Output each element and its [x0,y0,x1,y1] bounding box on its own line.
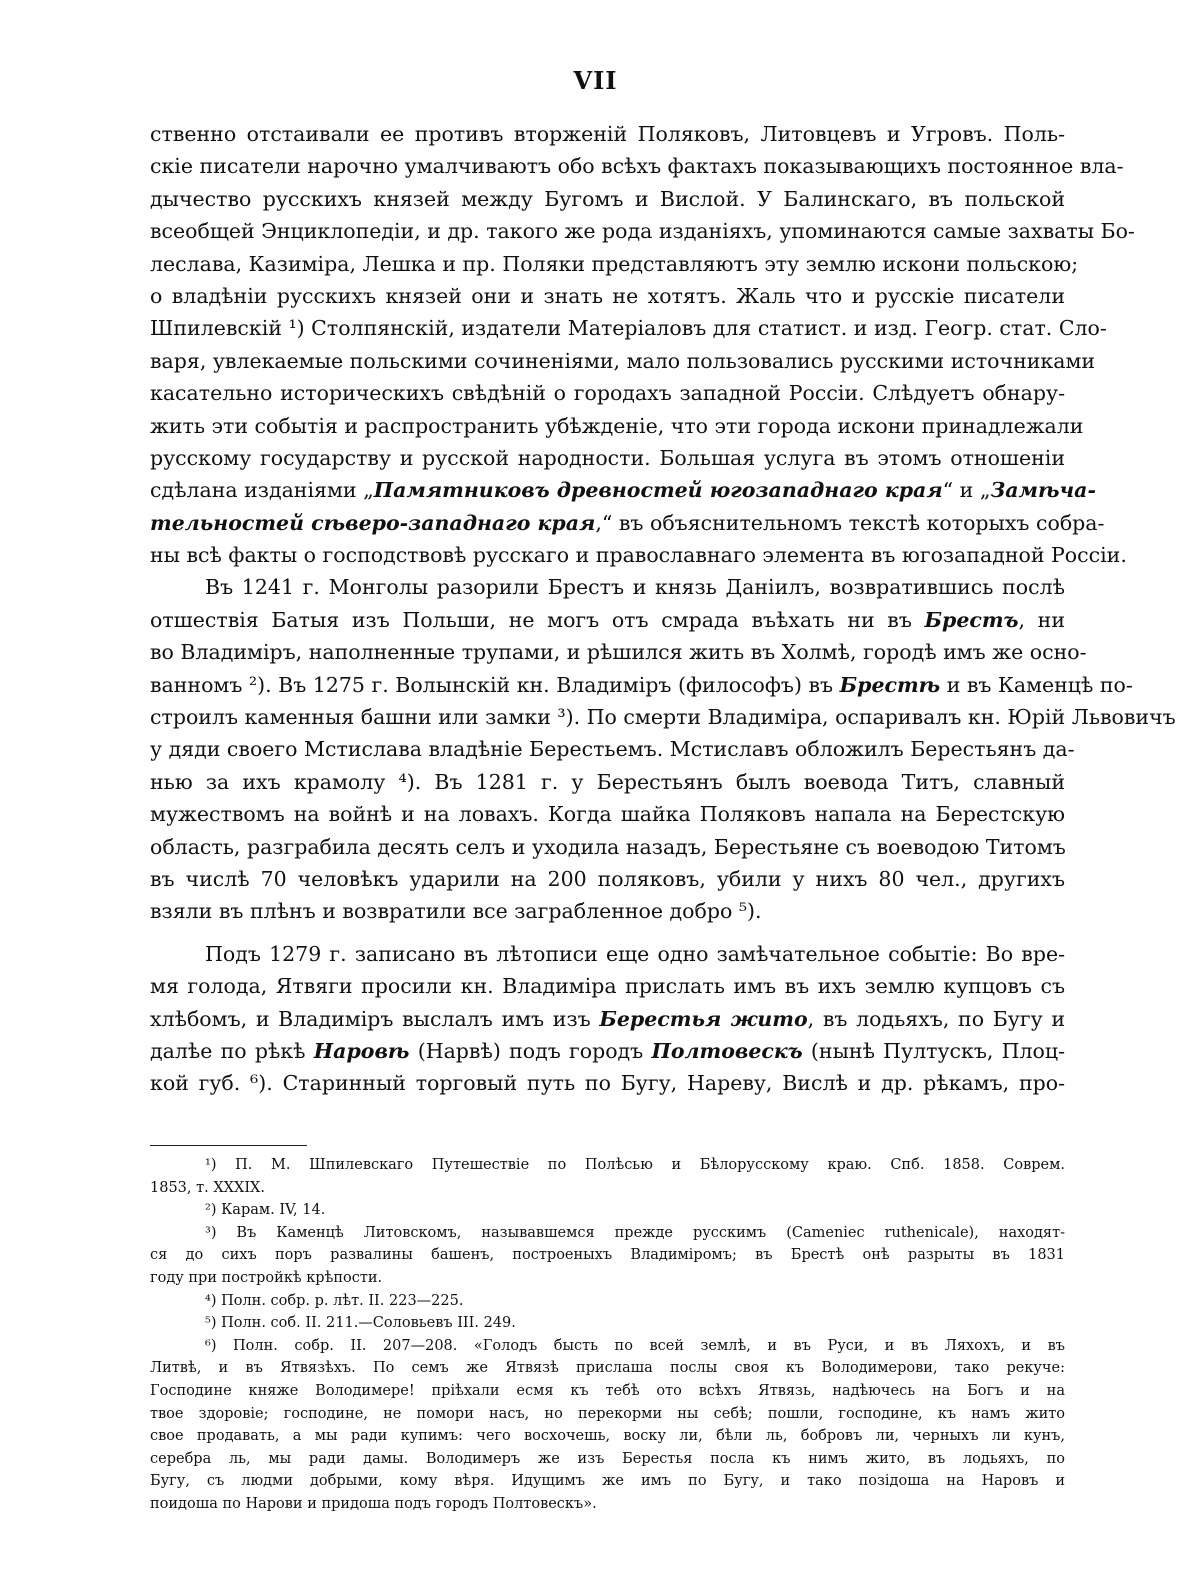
footnote-2 [150,1199,1065,1222]
footnote-line: свое продавать, а мы ради купимъ: чего восхочешь, воску ли, бѣли ль, бобровъ ли, черныхъ ли кунъ, [150,1428,1065,1445]
text-line: область, разграбила десять селъ и уходила назадъ, Берестьяне съ воеводою Титомъ [150,834,1066,859]
footnote-line: ⁶) Полн. собр. II. 207—208. «Голодъ бысть по всей землѣ, и въ Руси, и въ Ляхохъ, и въ [205,1337,1065,1354]
text-run: ,“ въ объяснительномъ текстѣ которыхъ собра- [595,510,1105,535]
text-line: у дяди своего Мстислава владѣніе Берестьемъ. Мстиславъ обложилъ Берестьянъ да- [150,737,1075,762]
footnote-line: ¹) П. М. Шпилевскаго Путешествіе по Полѣсью и Бѣлорусскому краю. Спб. 1858. Соврем. [205,1157,1065,1173]
text-run: (нынѣ Пултускъ, Плоц- [802,1038,1066,1063]
text-run: , ни [1018,607,1065,632]
text-line: Шпилевскій ¹) Столпянскій, издатели Матеріаловъ для статист. и изд. Геогр. стат. Сло- [150,316,1107,341]
body-text [150,118,1176,1100]
text-run: (Нарвѣ) подъ городъ [409,1038,652,1063]
text-line [150,669,1133,701]
text-line: взяли въ плѣнъ и возвратили все заграбленное добро ⁵). [150,899,762,924]
footnote-line: ⁴) Полн. собр. р. лѣт. II. 223—225. [205,1292,464,1309]
text-line: варя, увлекаемые польскими сочиненіями, мало пользовались русскими источниками [150,348,1096,373]
text-line: русскому государству и русской народности. Большая услуга въ этомъ отношеніи [150,445,1065,470]
italic-title: тельностей сѣверо-западнаго края [150,510,596,535]
text-run: далѣе по рѣкѣ [150,1038,314,1063]
text-line [150,1035,1065,1067]
italic-place: Наровѣ [313,1038,410,1063]
footnote-line: поидоша по Нарови и придоша подъ городъ Полтовескъ». [150,1495,597,1512]
footnote-line: 1853, т. XXXIX. [150,1179,265,1196]
text-line: во Владиміръ, наполненные трупами, и рѣшился жить въ Холмѣ, городѣ имъ же осно- [150,640,1087,665]
text-line: нью за ихъ крамолу ⁴). Въ 1281 г. у Берестьянъ былъ воевода Титъ, славный [150,769,1065,794]
text-line [150,474,1096,506]
text-line: скіе писатели нарочно умалчиваютъ обо всѣхъ фактахъ показывающихъ постоянное вла- [150,154,1124,179]
italic-place: Брестѣ [839,672,941,697]
footnotes [150,1154,1065,1516]
page-number: VII [573,66,618,95]
text-line: Подъ 1279 г. записано въ лѣтописи еще одно замѣчательное событіе: Во вре- [205,941,1065,966]
paragraph-3 [150,938,1065,1100]
footnote-line: серебра ль, мы ради дамы. Володимеръ же изъ Берестья посла къ нимъ жито, въ лодьяхъ, по [150,1450,1065,1467]
footnote-line: твое здоровіе; господине, не помори насъ, но перекорми ны себѣ; пошли, господине, къ намъ жито [150,1405,1065,1422]
text-run: “ и „ [942,478,991,503]
text-line: мя голода, Ятвяги просили кн. Владиміра прислать имъ въ ихъ землю купцовъ съ [150,974,1065,999]
footnote-line: году при постройкѣ крѣпости. [150,1269,383,1286]
text-line [150,604,1065,636]
footnote-line: Литвѣ, и въ Ятвязѣхъ. По семъ же Ятвязѣ прислаша послы своя къ Володимерови, тако рекуче: [150,1360,1065,1377]
text-line: о владѣніи русскихъ князей они и знать не хотятъ. Жаль что и русскіе писатели [150,283,1065,308]
footnote-line: Господине княже Володимере! пріѣхали есмя къ тебѣ ото всѣхъ Ятвязь, надѣючесь на Богъ и на [150,1382,1065,1399]
text-run: отшествія Батыя изъ Польши, не могъ отъ смрада въѣхать ни въ [150,607,925,632]
text-line: дычество русскихъ князей между Бугомъ и Вислой. У Балинскаго, въ польской [150,186,1065,211]
footnote-separator [150,1145,307,1146]
text-run: ванномъ ²). Въ 1275 г. Волынскій кн. Владиміръ (философъ) въ [150,672,840,697]
italic-place: Полтовескъ [651,1038,803,1063]
footnote-line: ⁵) Полн. соб. II. 211.—Соловьевъ III. 249. [205,1315,516,1332]
text-run: сдѣлана изданіями „ [150,478,374,503]
text-line: кой губ. ⁶). Старинный торговый путь по Бугу, Нареву, Вислѣ и др. рѣкамъ, про- [150,1071,1065,1096]
footnote-3 [150,1222,1065,1290]
italic-title: Замѣча- [990,478,1096,503]
footnote-line: ³) Въ Каменцѣ Литовскомъ, называвшемся прежде русскимъ (Cameniec ruthenicale), находят- [205,1224,1065,1241]
text-line: Въ 1241 г. Монголы разорили Брестъ и князь Даніилъ, возвратившись послѣ [205,575,1065,600]
footnote-4 [150,1290,1065,1313]
text-line: мужествомъ на войнѣ и на ловахъ. Когда шайка Поляковъ напала на Берестскую [150,802,1065,827]
text-run: и въ Каменцѣ по- [940,672,1133,697]
footnote-1 [150,1154,1065,1199]
footnote-line: ²) Карам. IV, 14. [205,1202,326,1219]
text-run: хлѣбомъ, и Владиміръ выслалъ имъ изъ [150,1006,600,1031]
text-line: касательно историческихъ свѣдѣній о городахъ западной Россіи. Слѣдуетъ обнару- [150,381,1065,406]
paragraph-gap [150,928,1065,938]
text-line: всеобщей Энциклопедіи, и др. такого же рода изданіяхъ, упоминаются самые захваты Бо- [150,219,1135,244]
text-run: , въ лодьяхъ, по Бугу и [807,1006,1065,1031]
italic-title: Памятниковъ древностей югозападнаго края [373,478,943,503]
italic-phrase: Берестья жито [599,1006,808,1031]
italic-place: Брестъ [924,607,1019,632]
text-line: жить эти событія и распространить убѣжденіе, что эти города искони принадлежали [150,413,1084,438]
footnote-line: ся до сихъ поръ развалины башенъ, построеныхъ Владиміромъ; въ Брестѣ онѣ разрыты въ 1831 [150,1247,1065,1264]
paragraph-1 [150,118,1135,571]
text-line: леслава, Казиміра, Лешка и пр. Поляки представляютъ эту землю искони польскою; [150,251,1079,276]
text-line [150,507,1105,539]
text-line: ственно отстаивали ее противъ вторженій Поляковъ, Литовцевъ и Угровъ. Поль- [150,122,1065,146]
footnote-5 [150,1312,1065,1335]
footnote-6 [150,1335,1065,1516]
text-line: ны всѣ факты о господствовѣ русскаго и православнаго элемента въ югозападной Россіи. [150,543,1127,568]
text-line: въ числѣ 70 человѣкъ ударили на 200 поляковъ, убили у нихъ 80 чел., другихъ [150,866,1065,891]
text-line [150,1003,1065,1035]
text-line: строилъ каменныя башни или замки ³). По смерти Владиміра, оспаривалъ кн. Юрій Львовичъ [150,705,1176,730]
footnote-line: Бугу, съ людми добрыми, кому вѣря. Идущимъ же имъ по Бугу, и тако позідоша на Наровъ и [150,1473,1065,1490]
paragraph-2 [150,571,1176,927]
